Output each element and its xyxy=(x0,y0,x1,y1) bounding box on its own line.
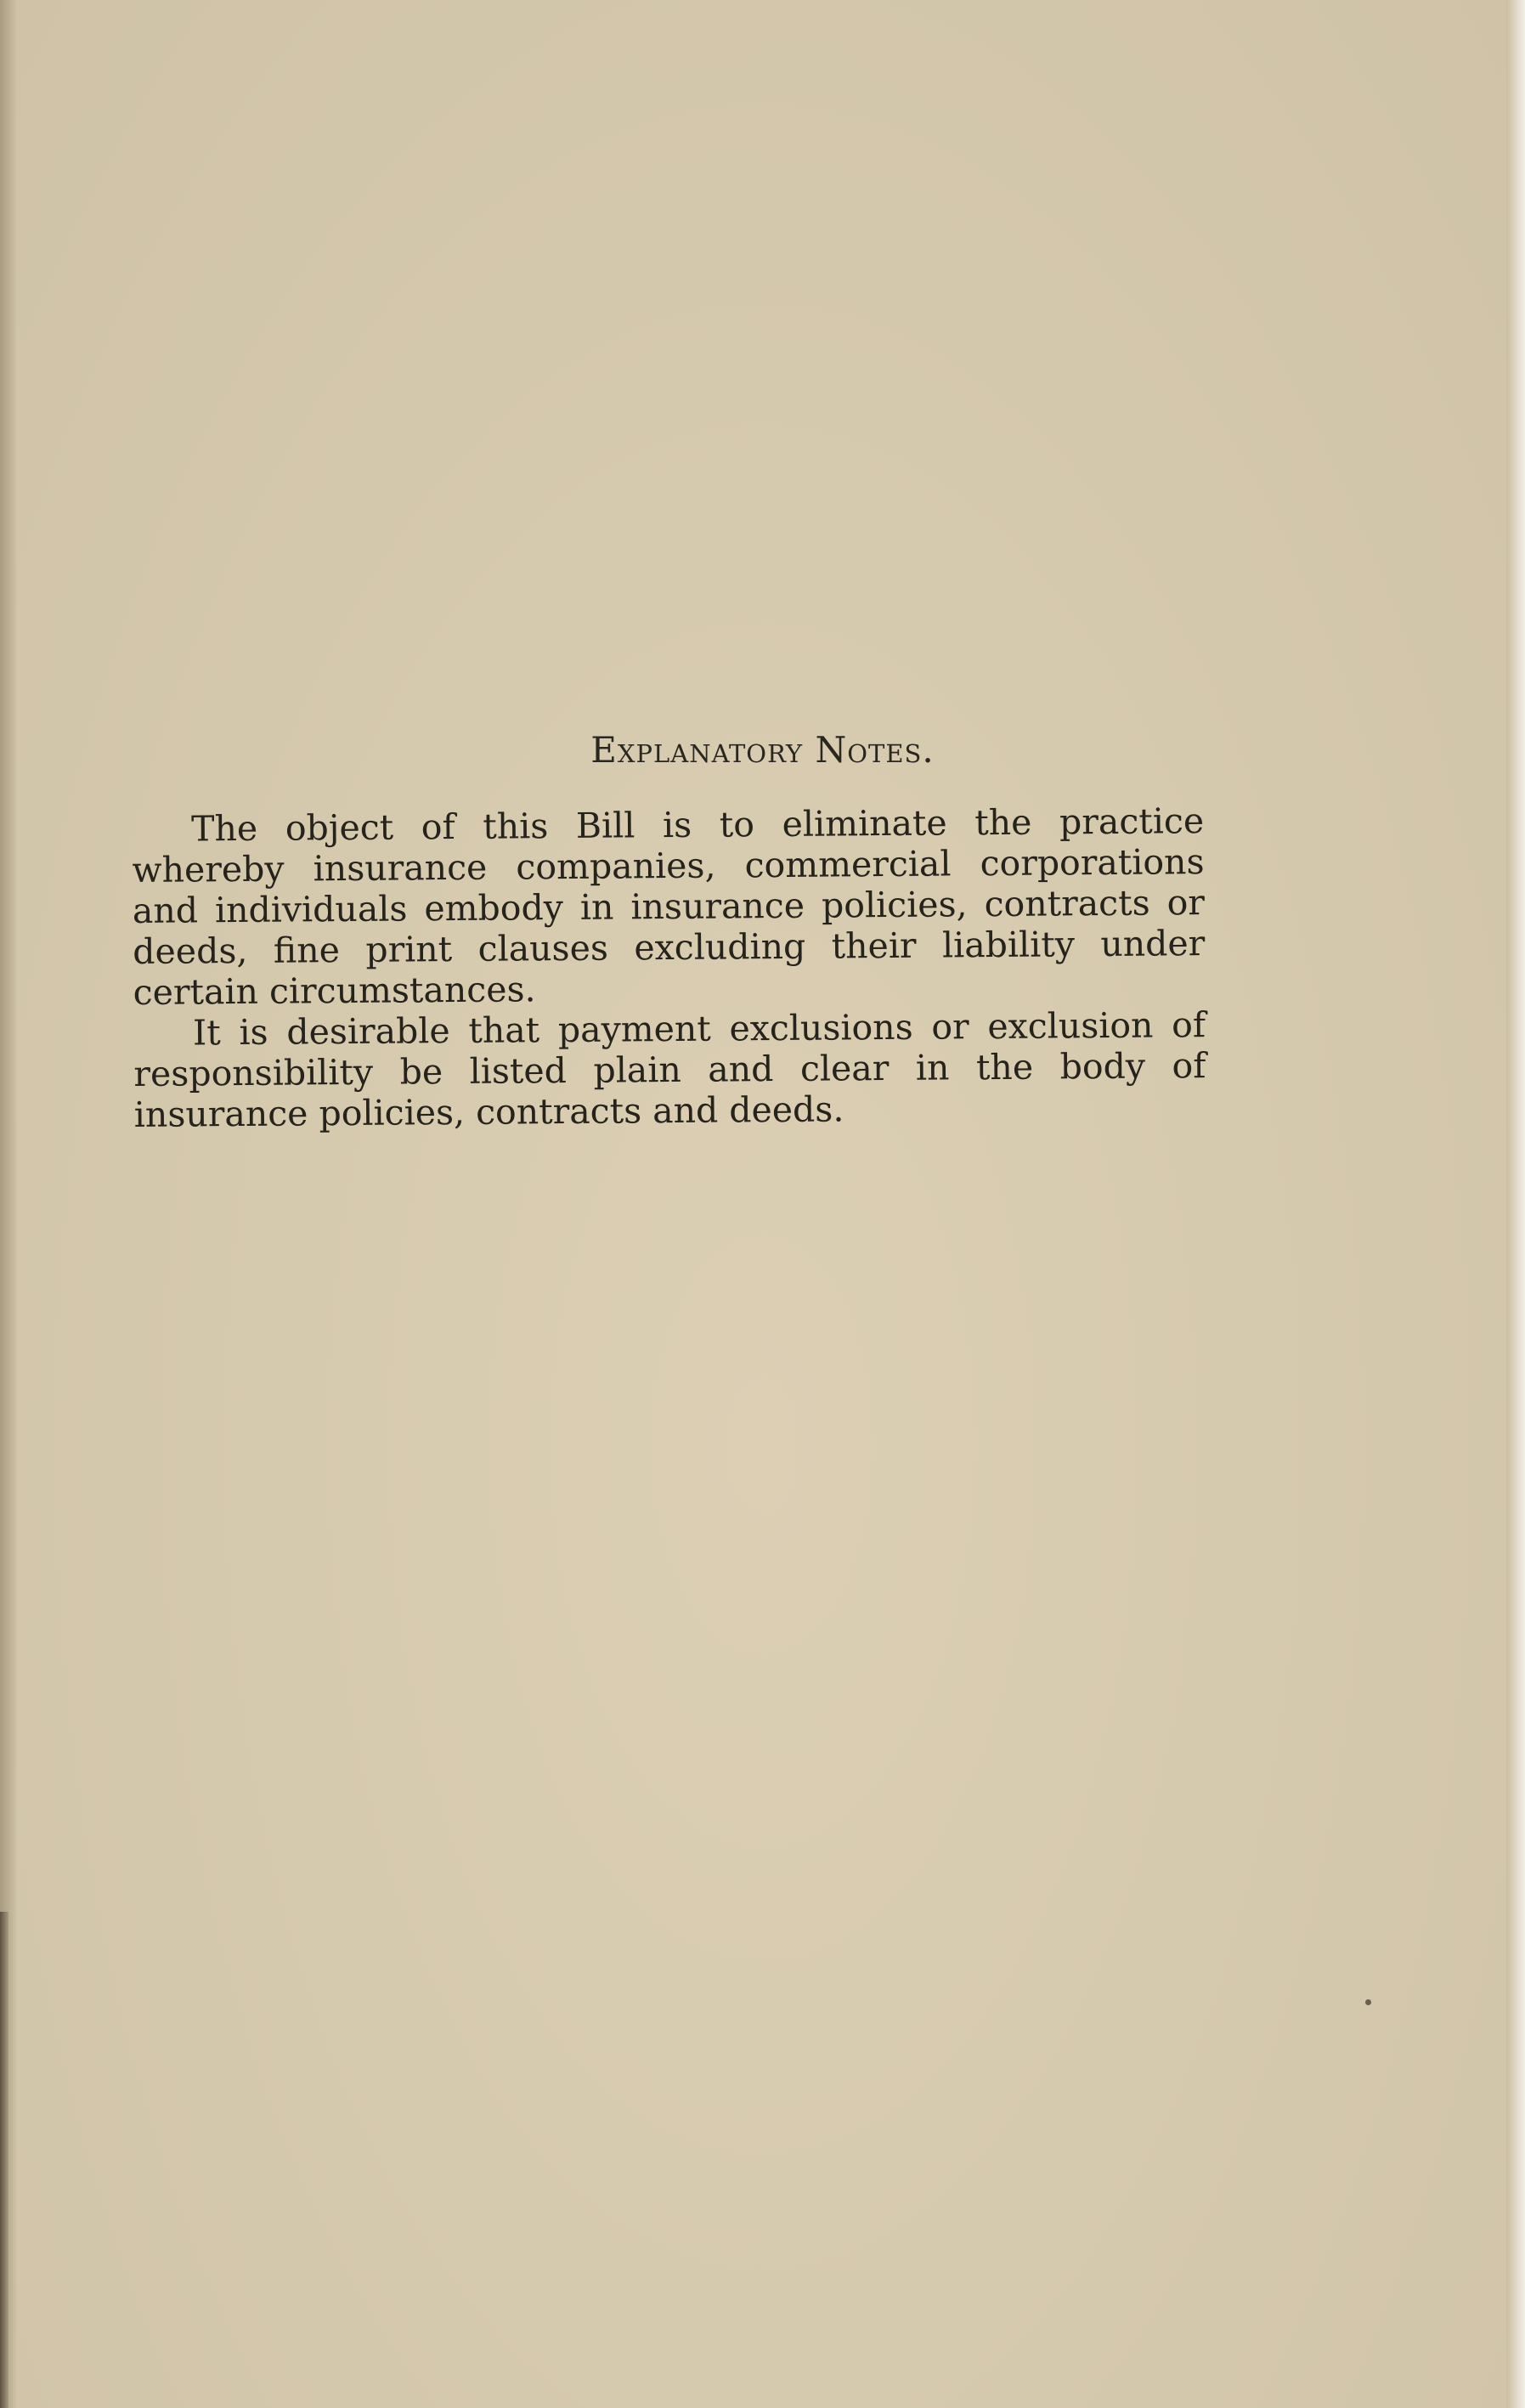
paragraph-object-of-bill: The object of this Bill is to eliminate the practice whereby insurance companies, commercial corporations and individuals embody in insurance policies, contracts or deeds, fine print clauses excluding their liability under certain circumstances. xyxy=(132,800,1206,1013)
explanatory-notes-heading: Explanatory Notes. xyxy=(590,729,935,771)
explanatory-notes-body xyxy=(132,800,1206,1135)
paragraph-desirable-exclusions: It is desirable that payment exclusions or exclusion of responsibility be listed plain and clear in the body of insurance policies, contracts and deeds. xyxy=(133,1004,1206,1135)
page-right-edge xyxy=(1506,0,1525,2408)
binding-shadow xyxy=(0,1912,8,2408)
paper-speck xyxy=(1365,1999,1371,2005)
